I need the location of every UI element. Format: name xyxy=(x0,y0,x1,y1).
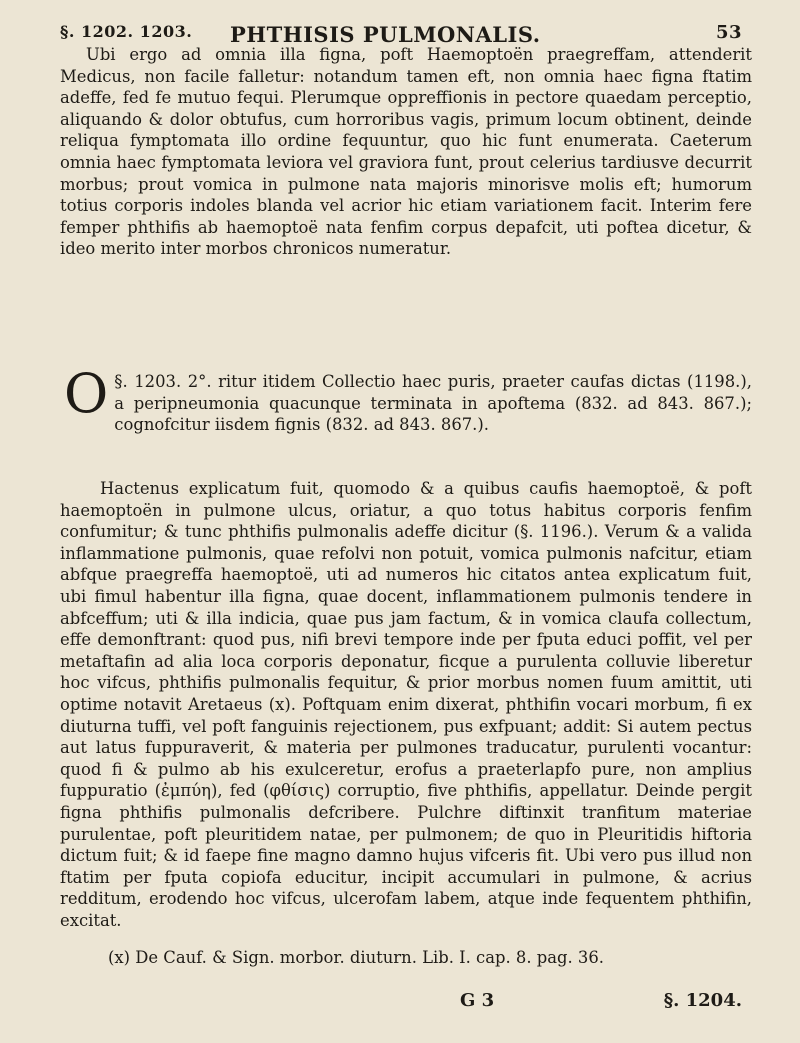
paragraph-3 xyxy=(60,478,752,931)
section-number: §. 1203. 2°. xyxy=(114,372,212,391)
signature-mark: G 3 xyxy=(460,990,495,1011)
paragraph-2-body xyxy=(60,362,752,436)
paragraph-2-text: ritur itidem Collectio haec puris, praeter caufas dictas (1198.), a peripneumonia quacunque terminata in apoftema (832. ad 843. 867.); cognofcitur iisdem fignis (832. ad 843. 867.). xyxy=(114,372,752,435)
drop-cap: O xyxy=(64,362,109,425)
catchword: §. 1204. xyxy=(663,990,742,1011)
paragraph-2 xyxy=(60,362,752,436)
running-title: PHTHISIS PULMONALIS. xyxy=(230,22,541,47)
paragraph-1-text: Ubi ergo ad omnia illa figna, poft Haemoptoën praegreffam, attenderit Medicus, non facile falletur: notandum tamen eft, non omnia haec figna ftatim adeffe, fed fe mutuo fequi. Plerumque oppreffionis in pectore quaedam perceptio, aliquando & dolor obtufus, cum horroribus vagis, primum locum obtinent, deinde reliqua fymptomata illo ordine fequuntur, quo hic funt enumerata. Caeterum omnia haec fymptomata leviora vel graviora funt, prout celerius tardiusve decurrit morbus; prout vomica in pulmone nata majoris minorisve molis eft; humorum totius corporis indoles blanda vel acrior hic etiam variationem facit. Interim fere femper phthifis ab haemoptoë nata fenfim corpus depafcit, uti poftea dicetur, & ideo merito inter morbos chronicos numeratur. xyxy=(60,45,752,259)
page-footer xyxy=(60,990,742,1018)
section-range: §. 1202. 1203. xyxy=(60,22,193,41)
paragraph-1 xyxy=(60,44,752,260)
paragraph-3-text: Hactenus explicatum fuit, quomodo & a quibus caufis haemoptoë, & poft haemoptoën in pulmone ulcus, oriatur, a quo totus habitus corporis fenfim confumitur; & tunc phthifis pulmonalis adeffe dicitur (§. 1196.). Verum & a valida inflammatione pulmonis, quae refolvi non potuit, vomica pulmonis nafcitur, etiam abfque praegreffa haemoptoë, uti ad numeros hic citatos antea explicatum fuit, ubi fimul habentur illa figna, quae docent, inflammationem pulmonis tendere in abfceffum; uti & illa indicia, quae pus jam factum, & in vomica claufa collectum, effe demonftrant: quod pus, nifi brevi tempore inde per fputa educi poffit, vel per metaftafin ad alia loca corporis deponatur, ficque a purulenta colluvie liberetur hoc vifcus, phthifis pulmonalis fequitur, & prior morbus nomen fuum amittit, uti optime notavit Aretaeus (x). Poftquam enim dixerat, phthifin vocari morbum, fi ex diuturna tuffi, vel poft fanguinis rejectionem, pus exfpuant; addit: Si autem pectus aut latus fuppuraverit, & materia per pulmones traducatur, purulenti vocantur: quod fi & pulmo ab his exulceretur, erofus a praeterlapfo pure, non amplius fuppuratio (ἐμπύη), fed (φθίσις) corruptio, five phthifis, appellatur. Deinde pergit figna phthifis pulmonalis defcribere. Pulchre diftinxit tranfitum materiae purulentae, poft pleuritidem natae, per pulmonem; de quo in Pleuritidis hiftoria dictum fuit; & id faepe fine magno damno hujus vifceris fit. Ubi vero pus illud non ftatim per fputa copiofa educitur, incipit accumulari in pulmone, & acrius redditum, erodendo hoc vifcus, ulcerofam labem, atque inde fequentem phthifin, excitat. xyxy=(60,479,752,930)
page-number: 53 xyxy=(715,22,742,43)
footnote: (x) De Cauf. & Sign. morbor. diuturn. Lib. I. cap. 8. pag. 36. xyxy=(108,948,604,967)
